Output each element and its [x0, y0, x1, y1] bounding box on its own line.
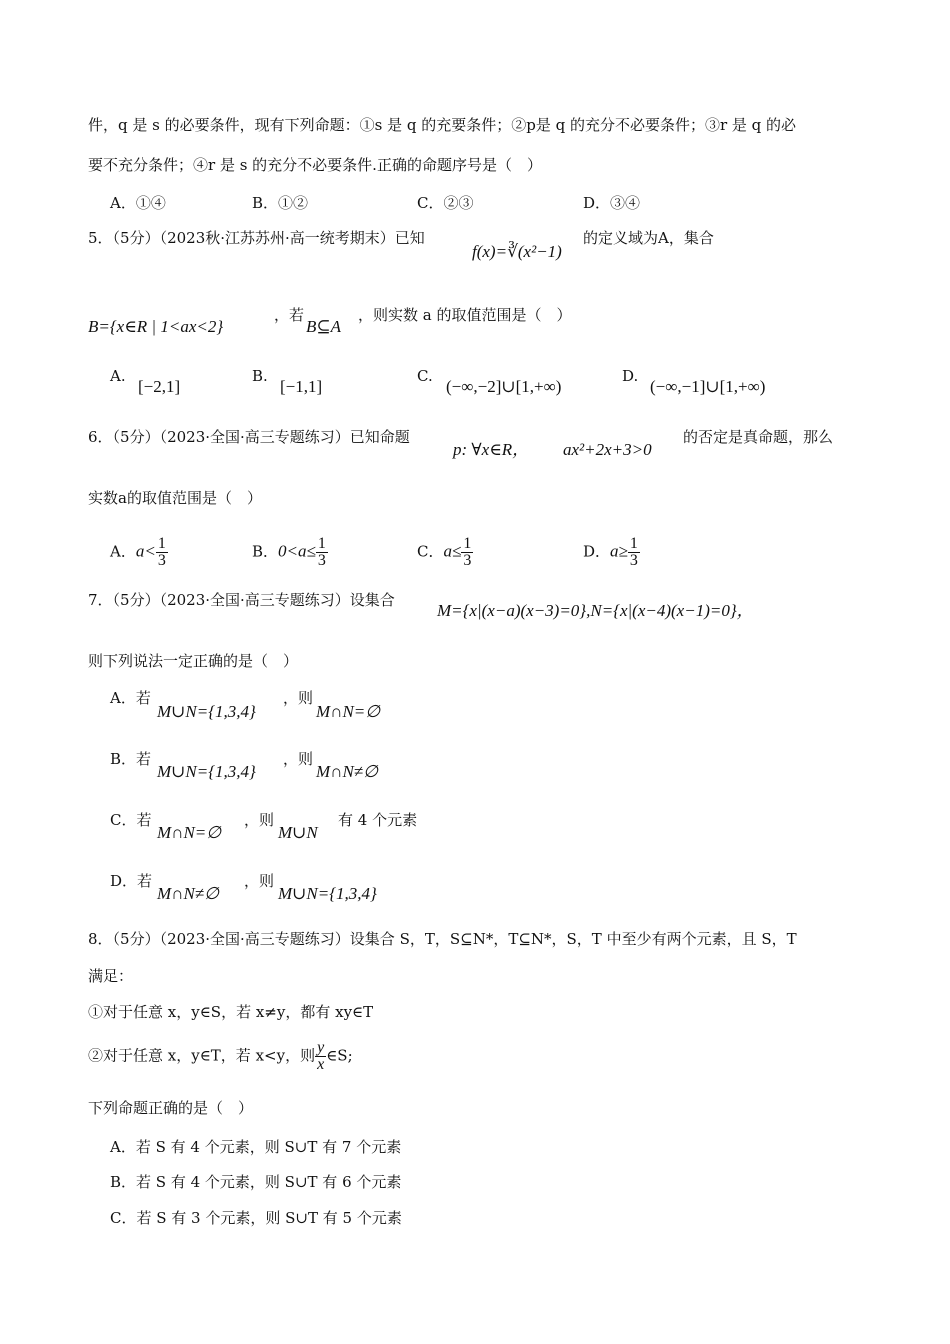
q8-fraction-y-over-x: [315, 1040, 326, 1073]
q7-option-c-condition: M∩N=∅: [157, 823, 222, 842]
q6-option-c-label: C．: [417, 542, 444, 561]
q6-option-d-relation: a≥: [610, 541, 628, 561]
q5-option-b-label: B.: [252, 367, 268, 385]
numerator: 1: [463, 535, 472, 552]
q8-line-5: 下列命题正确的是（ ）: [88, 1099, 254, 1117]
q5-head-tail: 的定义域为A，集合: [583, 229, 714, 247]
q5-option-a-value: [−2,1]: [138, 377, 181, 396]
denominator: x: [317, 1056, 325, 1073]
q7-option-c-tail: 有 4 个元素: [338, 811, 418, 829]
q5-condition: B⊆A: [306, 317, 342, 336]
q7-option-d-condition: M∩N≠∅: [157, 884, 219, 903]
text-line-2: 要不充分条件；④r 是 s 的充分不必要条件.正确的命题序号是（ ）: [88, 156, 542, 174]
q6-option-a-label: A．: [110, 542, 136, 561]
q7-option-b-result: M∩N≠∅: [316, 762, 378, 781]
q8-condition-2-tail: ∈S;: [326, 1046, 353, 1065]
q5-option-d-value: (−∞,−1]∪[1,+∞): [650, 377, 766, 396]
q7-option-c-result: M∪N: [278, 823, 318, 842]
q6-head-tail: 的否定是真命题，那么: [683, 428, 834, 446]
numerator: y: [317, 1039, 325, 1056]
q6-option-a: [110, 536, 168, 569]
q8-condition-1: ①对于任意 x，y∈S，若 x≠y，都有 xy∈T: [88, 1003, 374, 1021]
q5-set-b: B={x∈R | 1<ax<2}: [88, 317, 224, 336]
q5-option-c-label: C.: [417, 367, 433, 385]
q8-option-a: A．若 S 有 4 个元素，则 S∪T 有 7 个元素: [110, 1138, 402, 1156]
q7-head: 7．（5分）（2023·全国·高三专题练习）设集合: [88, 591, 395, 609]
q6-head: 6．（5分）（2023·全国·高三专题练习）已知命题: [88, 428, 410, 446]
q6-option-a-fraction: [156, 536, 168, 569]
q6-option-b-label: B．: [252, 542, 279, 561]
q7-sets: M={x|(x−a)(x−3)=0},N={x|(x−4)(x−1)=0}，: [437, 601, 754, 620]
numerator: 1: [317, 535, 326, 552]
q5-option-a-label: A.: [110, 367, 126, 385]
q6-inequality: ax²+2x+3>0: [563, 440, 652, 459]
q6-option-d-label: D．: [583, 542, 611, 561]
q6-option-b-relation: 0<a≤: [278, 541, 316, 561]
q5-function: f(x)=∛(x²−1): [472, 242, 562, 261]
denominator: 3: [157, 552, 166, 569]
q6-option-c-relation: a≤: [443, 541, 462, 561]
q5-option-b-value: [−1,1]: [280, 377, 323, 396]
q7-option-a-condition: M∪N={1,3,4}: [157, 702, 256, 721]
q5-mid: ，若: [274, 306, 305, 324]
q6-option-c-fraction: [461, 536, 473, 569]
numerator: 1: [629, 535, 638, 552]
q5-option-c-value: (−∞,−2]∪[1,+∞): [446, 377, 562, 396]
q7-option-d-result: M∪N={1,3,4}: [278, 884, 377, 903]
q8-line-2: 满足：: [88, 967, 134, 985]
q6-line-2: 实数a的取值范围是（ ）: [88, 489, 262, 507]
q4-option-b: B．①②: [252, 194, 309, 212]
q5-option-d-label: D.: [622, 367, 639, 385]
q7-option-c-label: C．若: [110, 811, 152, 829]
q6-option-b: [252, 536, 328, 569]
denominator: 3: [317, 552, 326, 569]
q7-option-d-then: ，则: [244, 872, 275, 890]
q5-head: [88, 228, 425, 248]
text-line-1: 件，q 是 s 的必要条件，现有下列命题：①s 是 q 的充要条件；②p是 q 的充分不必要条件；③r 是 q 的必: [88, 116, 797, 134]
q8-condition-2: [88, 1040, 353, 1073]
q7-option-b-condition: M∪N={1,3,4}: [157, 762, 256, 781]
q6-proposition: p: ∀x∈R，: [453, 440, 530, 459]
q8-condition-2-text: ②对于任意 x，y∈T，若 x<y，则: [88, 1046, 316, 1065]
q8-head: 8．（5分）（2023·全国·高三专题练习）设集合 S，T，S⊆N*，T⊆N*，S，T 中至少有两个元素，且 S，T: [88, 930, 797, 948]
q5-head-text: 5．（5分）（2023秋·江苏苏州·高一统考期末）已知: [88, 229, 425, 247]
q4-option-a: A．①④: [110, 194, 166, 212]
q6-option-a-relation: a<: [135, 541, 156, 561]
q8-option-b: B．若 S 有 4 个元素，则 S∪T 有 6 个元素: [110, 1173, 402, 1191]
q4-option-c: C．②③: [417, 194, 474, 212]
q5-end: ，则实数 a 的取值范围是（ ）: [358, 306, 572, 324]
q7-option-a-then: ，则: [283, 689, 314, 707]
q6-option-b-fraction: [316, 536, 328, 569]
denominator: 3: [463, 552, 472, 569]
q7-option-a-result: M∩N=∅: [316, 702, 381, 721]
q8-option-c: C．若 S 有 3 个元素，则 S∪T 有 5 个元素: [110, 1209, 402, 1227]
q7-option-d-label: D．若: [110, 872, 153, 890]
q6-option-d-fraction: [628, 536, 640, 569]
q7-option-b-then: ，则: [283, 750, 314, 768]
q7-line-2: 则下列说法一定正确的是（ ）: [88, 652, 299, 670]
numerator: 1: [157, 535, 166, 552]
q6-option-d: [583, 536, 640, 569]
q7-option-a-label: A．若: [110, 689, 151, 707]
q4-option-d: D．③④: [583, 194, 641, 212]
q7-option-b-label: B．若: [110, 750, 152, 768]
q6-option-c: [417, 536, 473, 569]
q7-option-c-then: ，则: [244, 811, 275, 829]
denominator: 3: [629, 552, 638, 569]
